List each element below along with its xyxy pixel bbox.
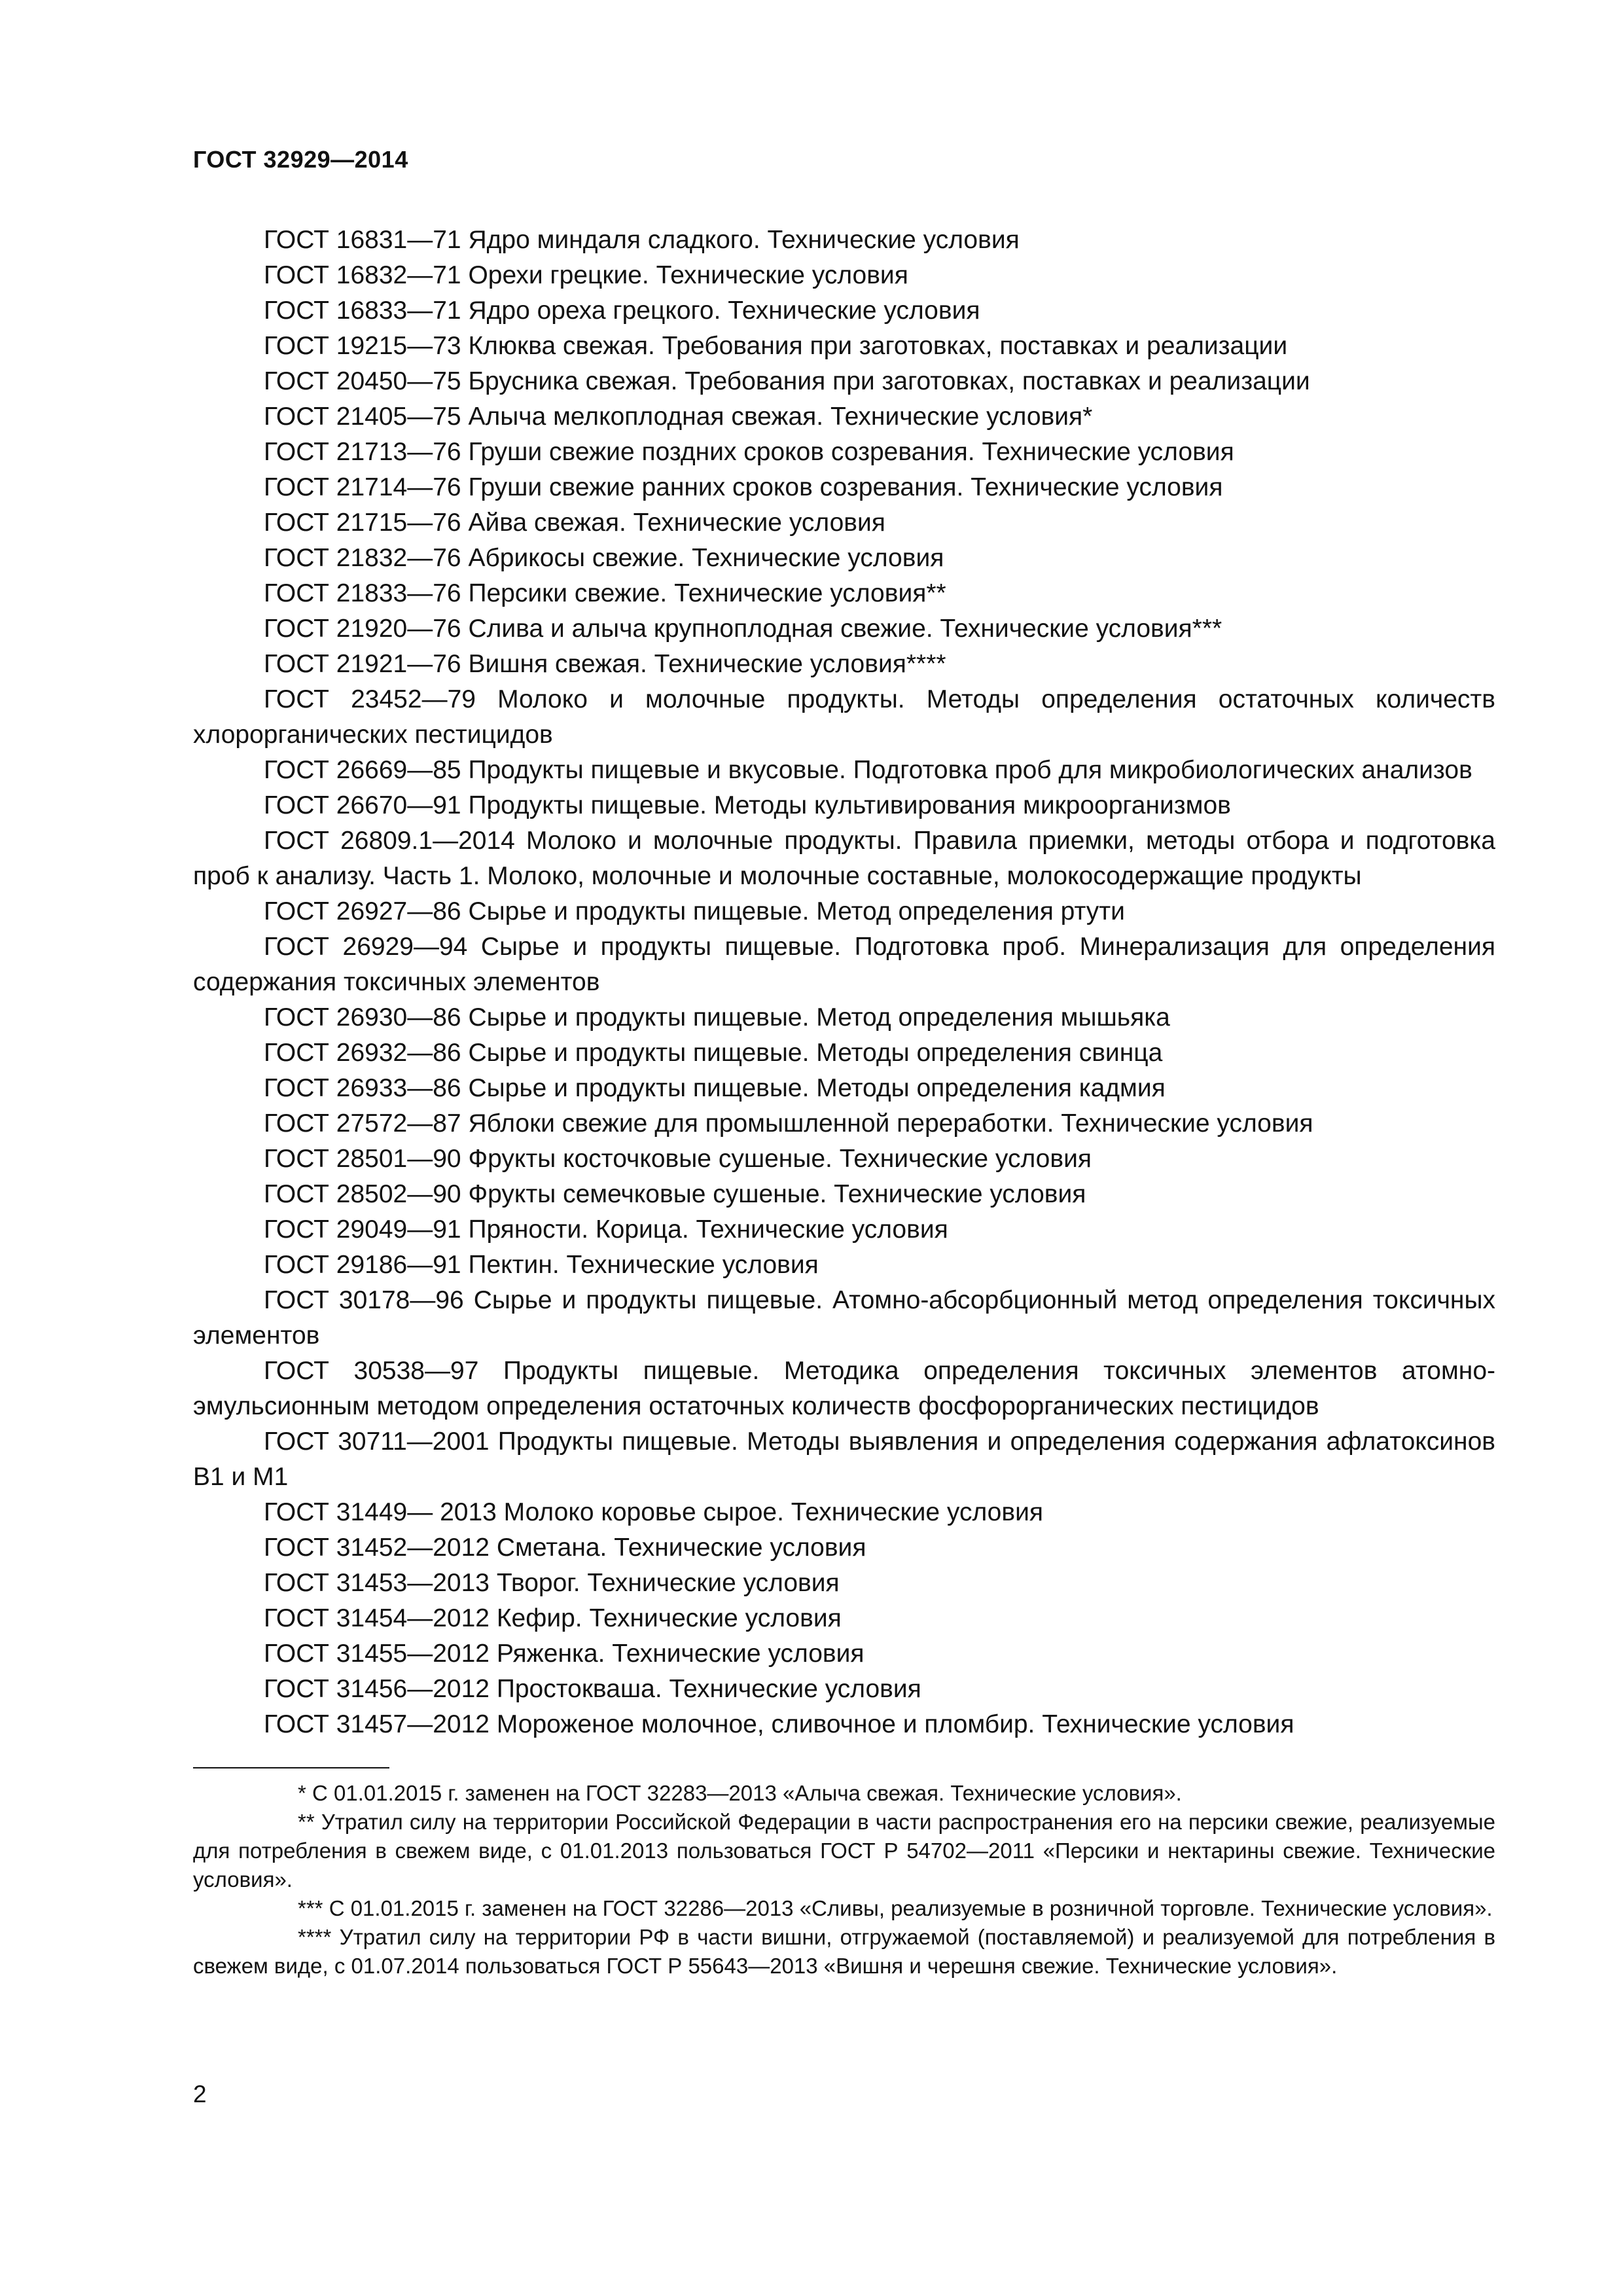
reference-item: ГОСТ 16832—71 Орехи грецкие. Технические условия	[264, 261, 908, 289]
reference-item: ГОСТ 21921—76 Вишня свежая. Технические условия****	[264, 650, 946, 678]
reference-item: ГОСТ 29186—91 Пектин. Технические условия	[264, 1251, 819, 1279]
reference-item: ГОСТ 26930—86 Сырье и продукты пищевые. Метод определения мышьяка	[264, 1003, 1170, 1031]
reference-item: ГОСТ 26669—85 Продукты пищевые и вкусовые. Подготовка проб для микробиологических анализов	[264, 756, 1472, 784]
reference-item: ГОСТ 31452—2012 Сметана. Технические условия	[264, 1534, 866, 1562]
reference-item: ГОСТ 26670—91 Продукты пищевые. Методы культивирования микроорганизмов	[264, 791, 1231, 819]
reference-item: ГОСТ 31457—2012 Мороженое молочное, сливочное и пломбир. Технические условия	[264, 1710, 1294, 1738]
footnote-separator	[193, 1767, 389, 1768]
reference-item: ГОСТ 31455—2012 Ряженка. Технические условия	[264, 1640, 865, 1668]
reference-item: ГОСТ 20450—75 Брусника свежая. Требования при заготовках, поставках и реализации	[264, 367, 1310, 395]
reference-item: ГОСТ 26929—94 Сырье и продукты пищевые. Подготовка проб. Минерализация для определения содержания токсичных элементов	[193, 933, 1495, 996]
reference-item: ГОСТ 26809.1—2014 Молоко и молочные продукты. Правила приемки, методы отбора и подготовка проб к анализу. Часть 1. Молоко, молочные и молочные составные, молокосодержащие продукты	[193, 827, 1495, 890]
reference-item: ГОСТ 31456—2012 Простокваша. Технические условия	[264, 1675, 921, 1703]
footnote-item: * С 01.01.2015 г. заменен на ГОСТ 32283—2013 «Алыча свежая. Технические условия».	[298, 1781, 1182, 1805]
reference-item: ГОСТ 21713—76 Груши свежие поздних сроков созревания. Технические условия	[264, 438, 1234, 466]
reference-item: ГОСТ 30711—2001 Продукты пищевые. Методы выявления и определения содержания афлатоксинов В1 и М1	[193, 1427, 1495, 1491]
reference-item: ГОСТ 16831—71 Ядро миндаля сладкого. Технические условия	[264, 226, 1020, 254]
reference-item: ГОСТ 29049—91 Пряности. Корица. Технические условия	[264, 1215, 948, 1244]
reference-item: ГОСТ 16833—71 Ядро ореха грецкого. Технические условия	[264, 296, 980, 325]
reference-item: ГОСТ 28502—90 Фрукты семечковые сушеные. Технические условия	[264, 1180, 1086, 1208]
reference-item: ГОСТ 21405—75 Алыча мелкоплодная свежая. Технические условия*	[264, 403, 1093, 431]
reference-item: ГОСТ 28501—90 Фрукты косточковые сушеные. Технические условия	[264, 1145, 1092, 1173]
reference-item: ГОСТ 26932—86 Сырье и продукты пищевые. Методы определения свинца	[264, 1039, 1163, 1067]
reference-item: ГОСТ 21832—76 Абрикосы свежие. Технические условия	[264, 544, 944, 572]
footnotes	[193, 1779, 1495, 1981]
footnote-item: ** Утратил силу на территории Российской Федерации в части распространения его на персики свежие, реализуемые для потребления в свежем виде, с 01.01.2013 пользоваться ГОСТ Р 54702—2011 «Персики и нектарины свежие. Технические условия».	[193, 1810, 1495, 1892]
reference-item: ГОСТ 27572—87 Яблоки свежие для промышленной переработки. Технические условия	[264, 1109, 1313, 1138]
reference-item: ГОСТ 19215—73 Клюква свежая. Требования при заготовках, поставках и реализации	[264, 332, 1288, 360]
reference-item: ГОСТ 21833—76 Персики свежие. Технические условия**	[264, 579, 946, 607]
reference-item: ГОСТ 21920—76 Слива и алыча крупноплодная свежие. Технические условия***	[264, 615, 1222, 643]
reference-item: ГОСТ 21715—76 Айва свежая. Технические условия	[264, 509, 885, 537]
reference-item: ГОСТ 31453—2013 Творог. Технические условия	[264, 1569, 840, 1597]
reference-item: ГОСТ 21714—76 Груши свежие ранних сроков созревания. Технические условия	[264, 473, 1223, 501]
reference-item: ГОСТ 31454—2012 Кефир. Технические условия	[264, 1604, 842, 1632]
reference-item: ГОСТ 26933—86 Сырье и продукты пищевые. Методы определения кадмия	[264, 1074, 1166, 1102]
reference-item: ГОСТ 31449— 2013 Молоко коровье сырое. Технические условия	[264, 1498, 1043, 1526]
page-number: 2	[193, 2081, 207, 2108]
reference-item: ГОСТ 30538—97 Продукты пищевые. Методика определения токсичных элементов атомно-эмульсионным методом определения остаточных количеств фосфорорганических пестицидов	[193, 1357, 1495, 1420]
reference-item: ГОСТ 30178—96 Сырье и продукты пищевые. Атомно-абсорбционный метод определения токсичных элементов	[193, 1286, 1495, 1350]
document-header: ГОСТ 32929—2014	[193, 146, 408, 173]
normative-references-list	[193, 223, 1495, 1742]
footnote-item: *** С 01.01.2015 г. заменен на ГОСТ 32286—2013 «Сливы, реализуемые в розничной торговле. Технические условия».	[298, 1896, 1493, 1920]
reference-item: ГОСТ 23452—79 Молоко и молочные продукты. Методы определения остаточных количеств хлорорганических пестицидов	[193, 685, 1495, 749]
reference-item: ГОСТ 26927—86 Сырье и продукты пищевые. Метод определения ртути	[264, 897, 1125, 925]
footnote-item: **** Утратил силу на территории РФ в части вишни, отгружаемой (поставляемой) и реализуемой для потребления в свежем виде, с 01.07.2014 пользоваться ГОСТ Р 55643—2013 «Вишня и черешня свежие. Технические условия».	[193, 1925, 1495, 1978]
